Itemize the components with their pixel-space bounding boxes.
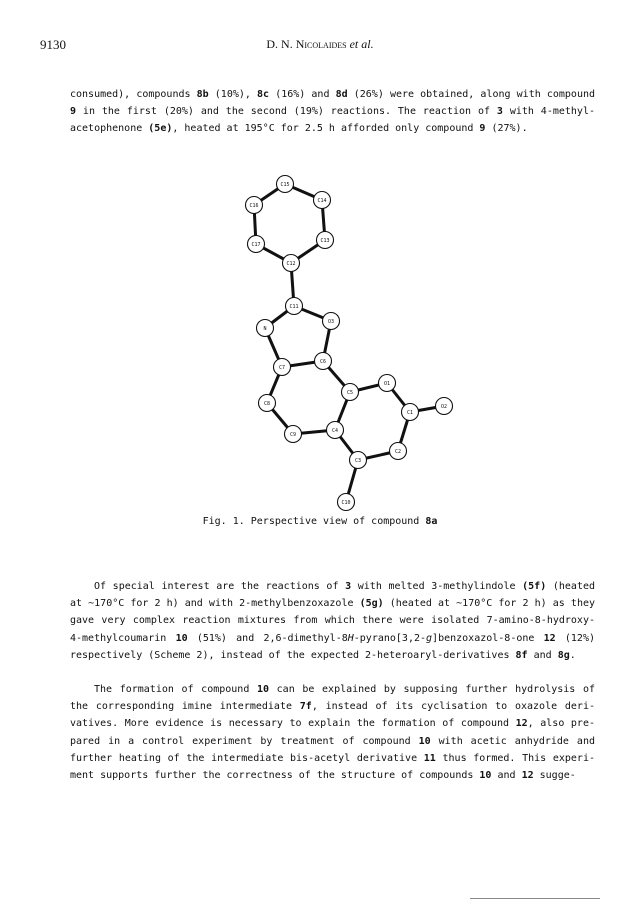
text-run: (5g)	[359, 598, 384, 610]
text-run: ment supports further the correctness of the structure of compounds	[70, 770, 480, 782]
text-run: 10	[256, 684, 270, 695]
atom-label: C1	[406, 409, 414, 416]
atom-label: C12	[286, 260, 296, 267]
text-run: pared in a control experiment by treatment of compound	[70, 735, 419, 747]
text-run: 8c	[257, 89, 270, 100]
text-run: 3	[345, 581, 352, 592]
text-run: (heated	[546, 581, 596, 592]
atom-o3	[323, 313, 340, 330]
atom-label: C3	[354, 457, 362, 464]
footnote-rule	[470, 898, 600, 899]
text-run: and	[491, 770, 522, 782]
text-run: 12	[515, 718, 528, 730]
text-run: g	[426, 632, 433, 644]
page-number: 9130	[40, 37, 66, 52]
atom-o1	[379, 375, 396, 392]
text-run: thus formed. This experi-	[435, 752, 595, 764]
text-run: (heated at ~170°C for 2 h) as they	[383, 598, 596, 610]
text-run: Of special interest are the reactions of	[94, 581, 346, 592]
text-run: The formation of compound	[94, 684, 257, 695]
paragraph-2	[70, 578, 595, 664]
atom-label: N	[263, 325, 267, 332]
text-run: 8f	[515, 649, 528, 661]
atom-label: C7	[278, 364, 286, 371]
text-run: respectively (Scheme 2), instead of the expected 2-heteroaryl-derivatives	[70, 649, 516, 661]
running-head-etal: et al.	[346, 37, 374, 51]
text-run: 10	[479, 770, 492, 782]
atom-label: C17	[251, 241, 261, 248]
atom-c8	[259, 395, 276, 412]
paragraph-3	[70, 681, 595, 784]
text-line	[70, 750, 595, 767]
text-run: 12	[521, 770, 534, 782]
text-run: with 4-methyl-	[502, 106, 595, 118]
text-line	[70, 733, 595, 750]
text-run: sugge-	[533, 770, 576, 782]
text-run: 9	[70, 106, 77, 118]
atom-c4	[327, 422, 344, 439]
atom-label: C13	[320, 237, 330, 244]
atom-c16	[246, 197, 263, 214]
running-head-authors: D. N. Nicolaides	[266, 37, 347, 51]
figure-caption-compound: 8a	[425, 516, 438, 527]
atom-c7	[274, 359, 291, 376]
text-run: .	[569, 649, 576, 661]
text-run: with melted 3-methylindole	[351, 581, 523, 592]
atom-c1	[402, 404, 419, 421]
atom-c9	[285, 426, 302, 443]
text-run: consumed), compounds	[70, 89, 197, 100]
text-run: 8b	[196, 89, 209, 100]
text-run: (51%) and 2,6-dimethyl-8	[187, 632, 348, 644]
text-run: -pyrano[3,2-	[353, 632, 427, 644]
text-run: (12%)	[555, 632, 595, 644]
text-run: , heated at 195°C for 2.5 h afforded only compound	[172, 123, 480, 135]
text-run: 10	[175, 632, 188, 644]
text-run: acetophenone	[70, 123, 149, 135]
text-run: 8d	[335, 89, 348, 100]
atom-label: C14	[317, 197, 327, 204]
atom-c17	[248, 236, 265, 253]
text-run: the corresponding imine intermediate	[70, 701, 300, 713]
atom-c2	[390, 443, 407, 460]
atom-c6	[315, 353, 332, 370]
atom-label: C15	[280, 181, 290, 188]
atom-c15	[277, 176, 294, 193]
atom-label: C5	[346, 389, 354, 396]
text-run: H	[347, 632, 354, 644]
atom-c14	[314, 192, 331, 209]
text-run: with acetic anhydride and	[430, 735, 595, 747]
atom-label: C6	[319, 358, 327, 365]
text-run: at ~170°C for 2 h) and with 2-methylbenzoxazole	[70, 598, 360, 610]
text-run: (5f)	[522, 581, 547, 592]
atom-c3	[350, 452, 367, 469]
atom-label: C10	[341, 499, 351, 506]
text-run: (5e)	[148, 123, 173, 135]
text-run: and	[527, 649, 558, 661]
atom-label: C4	[331, 427, 339, 434]
figure-caption	[0, 516, 640, 527]
atom-c10	[338, 494, 355, 511]
text-run: (26%) were obtained, along with compound	[347, 89, 596, 100]
text-line	[70, 578, 595, 595]
text-line	[70, 630, 595, 647]
text-line	[70, 698, 595, 715]
text-run: 10	[418, 735, 431, 747]
atom-label: C16	[249, 202, 259, 209]
text-run: 3	[496, 106, 503, 118]
atom-c5	[342, 384, 359, 401]
text-run: 4-methylcoumarin	[70, 632, 176, 644]
text-run: , instead of its cyclisation to oxazole deri-	[311, 701, 595, 713]
atom-label: C11	[289, 303, 299, 310]
text-run: can be explained by supposing further hydrolysis of	[269, 684, 595, 695]
text-run: vatives. More evidence is necessary to explain the formation of compound	[70, 718, 516, 730]
text-line	[70, 595, 595, 612]
atom-label: C8	[263, 400, 271, 407]
text-line	[70, 647, 595, 664]
text-run: further heating of the intermediate bis-acetyl derivative	[70, 752, 424, 764]
atom-label: O2	[440, 403, 448, 410]
atom-c11	[286, 298, 303, 315]
atom-label: O3	[327, 318, 335, 325]
text-run: (10%),	[208, 89, 258, 100]
atom-label: C2	[394, 448, 402, 455]
figure-caption-text: Fig. 1. Perspective view of compound	[202, 516, 426, 527]
text-run: (16%) and	[269, 89, 336, 100]
atom-label: O1	[383, 380, 391, 387]
text-run: in the first (20%) and the second (19%) reactions. The reaction of	[76, 106, 497, 118]
text-run: gave very complex reaction mixtures from which there were isolated 7-amino-8-hydroxy-	[70, 615, 595, 627]
text-run: (27%).	[485, 123, 528, 135]
text-run: 11	[423, 752, 436, 764]
text-run: ]benzoxazol-8-one	[432, 632, 544, 644]
text-line	[70, 681, 595, 698]
text-run: 8g	[557, 649, 570, 661]
atom-o2	[436, 398, 453, 415]
text-run: , also pre-	[527, 718, 595, 730]
atom-n	[257, 320, 274, 337]
atom-label: C9	[289, 431, 297, 438]
text-line	[70, 767, 595, 784]
text-run: 12	[543, 632, 556, 644]
text-run: 9	[479, 123, 486, 135]
text-run: 7f	[299, 701, 312, 713]
text-line	[70, 612, 595, 629]
text-line	[70, 715, 595, 732]
atom-c13	[317, 232, 334, 249]
atom-c12	[283, 255, 300, 272]
